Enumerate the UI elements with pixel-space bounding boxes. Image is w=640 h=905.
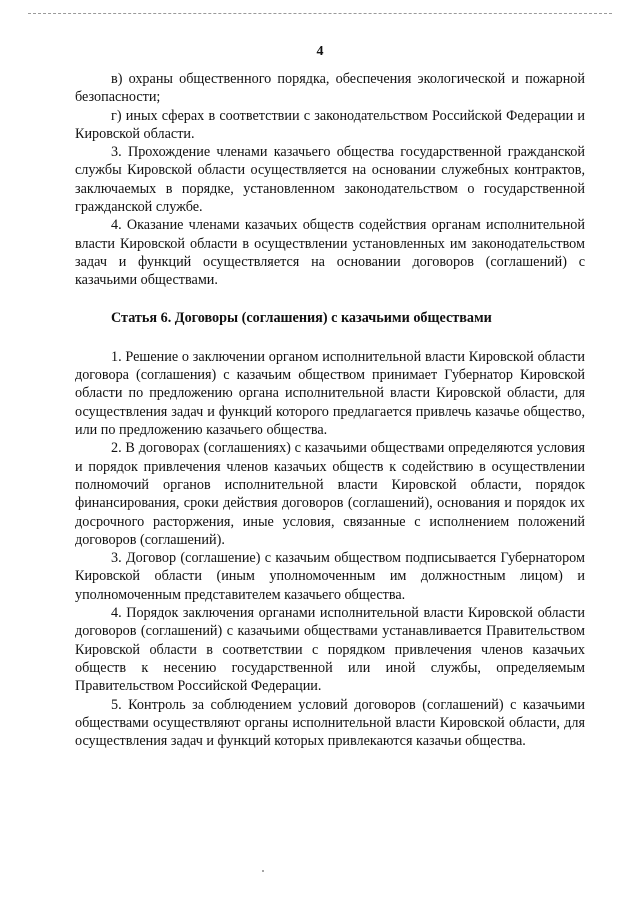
paragraph-3: 3. Прохождение членами казачьего общества государственной гражданской службы Кировской области осуществляется на основании служебных контрактов, заключаемых в порядке, установленном законодательством о государственной гражданской службе. xyxy=(75,144,585,216)
paragraph-4: 4. Оказание членами казачьих обществ содействия органам исполнительной власти Кировской области в осуществлении установленных им законодательством задач и функций осуществляется на основании договоров (соглашений) с казачьими обществами. xyxy=(75,217,585,289)
document-body xyxy=(75,70,585,750)
article-paragraph-2: 2. В договорах (соглашениях) с казачьими обществами определяются условия и порядок привлечения членов казачьих обществ к содействию в осуществлении полномочий органов исполнительной власти Кировской области, порядок финансирования, сроки действия договоров (соглашений), основания и порядок их досрочного расторжения, иные условия, связанные с исполнением положений договоров (соглашений). xyxy=(75,440,585,548)
paragraph-item-v: в) охраны общественного порядка, обеспечения экологической и пожарной безопасности; xyxy=(75,71,585,106)
page-number: 4 xyxy=(316,44,324,59)
article-heading: Статья 6. Договоры (соглашения) с казачьими обществами xyxy=(111,309,492,326)
top-edge-line xyxy=(28,13,612,14)
paragraph-item-g: г) иных сферах в соответствии с законодательством Российской Федерации и Кировской области. xyxy=(75,107,585,142)
article-paragraph-1: 1. Решение о заключении органом исполнительной власти Кировской области договора (соглашения) с казачьим обществом принимает Губернатор Кировской области по предложению органа исполнительной власти Кировской области, для осуществления задач и функций которого предлагается привлечь казачье общество, или по предложению казачьего общества. xyxy=(75,348,585,439)
article-paragraph-5: 5. Контроль за соблюдением условий договоров (соглашений) с казачьими обществами осуществляют органы исполнительной власти Кировской области, для осуществления задач и функций которых привлекаются казачьи общества. xyxy=(75,696,585,750)
scan-speck xyxy=(262,870,264,872)
article-paragraph-3: 3. Договор (соглашение) с казачьим обществом подписывается Губернатором Кировской области (иным уполномоченным им должностным лицом) и уполномоченным представителем казачьего общества. xyxy=(75,550,585,603)
article-paragraph-4: 4. Порядок заключения органами исполнительной власти Кировской области договоров (соглашений) с казачьими обществами устанавливается Правительством Кировской области в соответствии с порядком привлечения членов казачьих обществ к несению государственной или иной службы, определяемым Правительством Российской Федерации. xyxy=(75,605,585,695)
